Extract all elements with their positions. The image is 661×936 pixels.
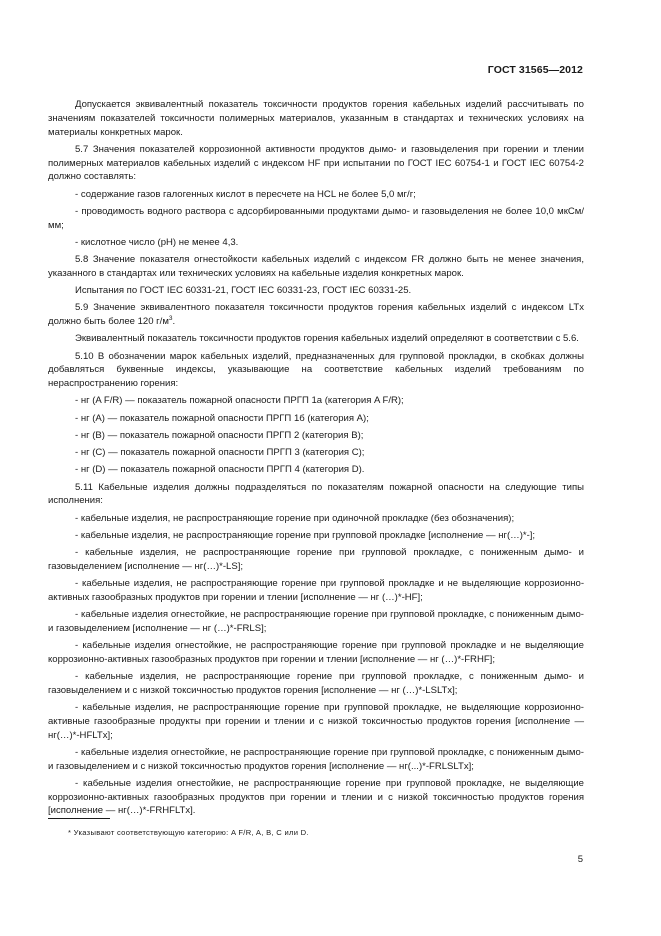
list-item: - кабельные изделия, не распространяющие горение при групповой прокладке, с пониженным дымо- и газовыделением и с низкой токсичностью продуктов горения [исполнение — нг (…)*-LSLTx]; <box>48 671 584 696</box>
paragraph-end: . <box>172 316 176 327</box>
list-item: - нг (D) — показатель пожарной опасности ПРГП 4 (категория D). <box>75 464 365 476</box>
list-item: - кабельные изделия огнестойкие, не распространяющие горение при групповой прокладке, с пониженным дымо- и газовыделением и с низкой токсичностью продуктов горения [исполнение — нг(...)*-FRLSLTx]; <box>48 746 584 772</box>
paragraph: Испытания по ГОСТ IEC 60331-21, ГОСТ IEC 60331-23, ГОСТ IEC 60331-25. <box>75 285 412 296</box>
paragraph-text: 5.9 Значение эквивалентного показателя токсичности продуктов горения кабельных изделий с индексом LTx должно быть более 120 г/м <box>48 302 584 327</box>
list-item: - нг (C) — показатель пожарной опасности ПРГП 3 (категория C); <box>75 447 365 458</box>
list-item: - кабельные изделия, не распространяющие горение при одиночной прокладке (без обозначения); <box>75 512 515 524</box>
page-number: 5 <box>577 854 583 865</box>
list-item: - кабельные изделия огнестойкие, не распространяющие горение при групповой прокладке, не выделяющие коррозионно-активных газообразных продуктов при горении и тлении и с низкой токсичностью продуктов горения [исполнение — нг(…)*-FRHFLTx]. <box>48 777 584 817</box>
list-item: - кабельные изделия, не распространяющие горение при групповой прокладке и не выделяющие коррозионно-активных газообразных продуктов при горении и тлении [исполнение — нг (…)*-HF]; <box>48 578 584 603</box>
list-item: - кабельные изделия огнестойкие, не распространяющие горение при групповой прокладке и не выделяющие коррозионно-активных газообразных продуктов при горении и тлении [исполнение — нг (…)*-FRHF]; <box>48 640 584 665</box>
paragraph <box>48 301 584 329</box>
paragraph: Эквивалентный показатель токсичности продуктов горения кабельных изделий определяют в соответствии с 5.6. <box>75 333 579 345</box>
superscript: 3 <box>168 314 173 322</box>
list-item: - нг (A) — показатель пожарной опасности ПРГП 1б (категория A); <box>75 412 369 424</box>
paragraph: 5.11 Кабельные изделия должны подразделяться по показателям пожарной опасности на следующие типы исполнения: <box>48 481 584 507</box>
list-item: - кабельные изделия, не распространяющие горение при групповой прокладке [исполнение — нг(…)*-]; <box>75 529 536 541</box>
footnote-divider <box>48 818 110 819</box>
paragraph: Допускается эквивалентный показатель токсичности продуктов горения кабельных изделий рассчитывать по значениям показателей токсичности полимерных материалов, указанным в стандартах и технических условиях на материалы конкретных марок. <box>48 99 584 138</box>
list-item: - проводимость водного раствора с адсорбированными продуктами дымо- и газовыделения не более 10,0 мкСм/мм; <box>48 205 584 231</box>
list-item: - кабельные изделия, не распространяющие горение при групповой прокладке, с пониженным дымо- и газовыделением [исполнение — нг(…)*-LS]; <box>48 547 584 572</box>
footnote: * Указывают соответствующую категорию: A F/R, A, B, C или D. <box>68 828 309 837</box>
paragraph: 5.8 Значение показателя огнестойкости кабельных изделий с индексом FR должно быть не менее значения, указанного в стандартах или технических условиях на кабельные изделия конкретных марок. <box>48 254 584 279</box>
list-item: - кабельные изделия огнестойкие, не распространяющие горение при групповой прокладке, с пониженным дымо- и газовыделением [исполнение — нг (…)*-FRLS]; <box>48 609 584 634</box>
paragraph: 5.7 Значения показателей коррозионной активности продуктов дымо- и газовыделения при горении и тлении полимерных материалов кабельных изделий с индексом HF при испытании по ГОСТ IEC 60754-1 и ГОСТ IEC 60754-2 должно составлять: <box>48 143 584 183</box>
list-item: - нг (B) — показатель пожарной опасности ПРГП 2 (категория B); <box>75 429 364 441</box>
list-item: - содержание газов галогенных кислот в пересчете на HCL не более 5,0 мг/г; <box>75 188 416 200</box>
list-item: - нг (A F/R) — показатель пожарной опасности ПРГП 1а (категория A F/R); <box>75 395 404 407</box>
standard-code-header: ГОСТ 31565—2012 <box>487 64 583 76</box>
paragraph: 5.10 В обозначении марок кабельных изделий, предназначенных для групповой прокладки, в скобках должны добавляться буквенные индексы, указывающие на соответствие кабельных изделий требованиям по нераспространению горения: <box>48 350 584 389</box>
list-item: - кабельные изделия, не распространяющие горение при групповой прокладке, не выделяющие коррозионно-активные газообразные продукты при горении и тлении и с низкой токсичностью продуктов горения [исполнение — нг(…)*-HFLTx]; <box>48 702 584 741</box>
body-text <box>48 98 584 818</box>
list-item: - кислотное число (pH) не менее 4,3. <box>75 236 239 248</box>
